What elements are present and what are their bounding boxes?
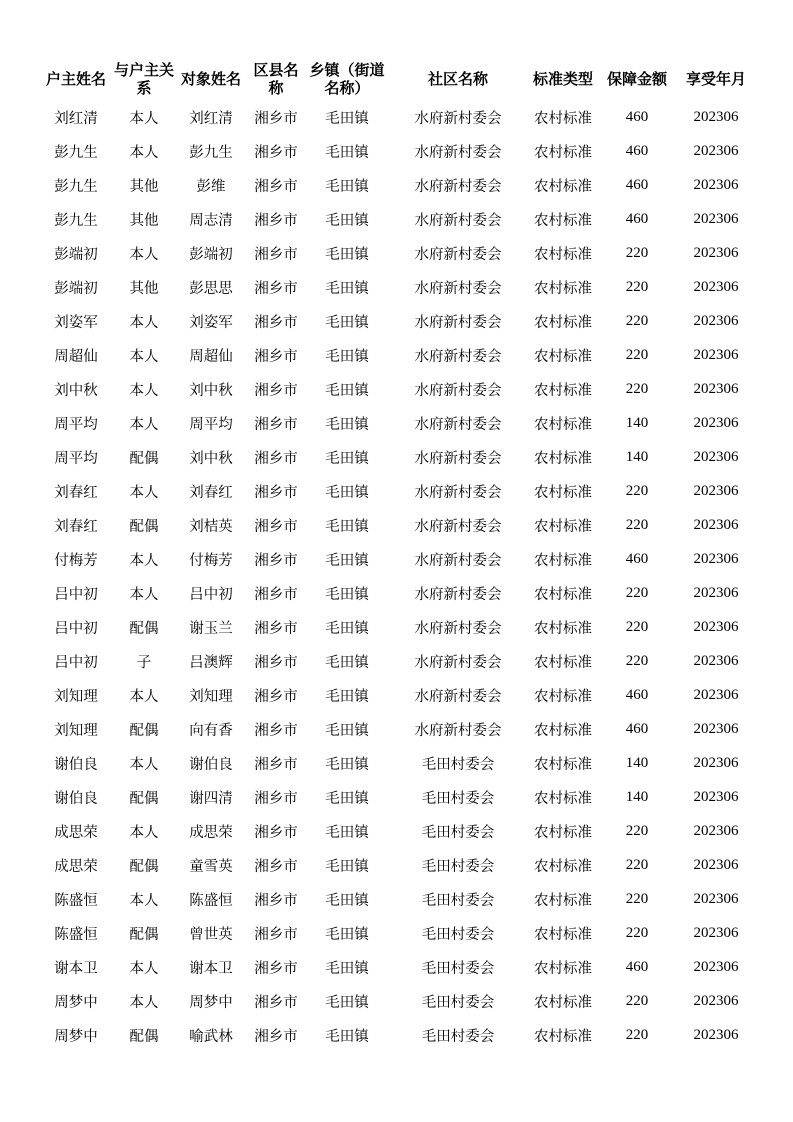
standard-type-cell: 农村标准 [534, 722, 592, 739]
standard-type-cell: 农村标准 [534, 110, 592, 127]
township-cell: 毛田镇 [325, 722, 369, 739]
township-cell: 毛田镇 [325, 212, 369, 229]
year-month-cell: 202306 [693, 244, 739, 261]
recipient-name-cell: 刘姿军 [189, 314, 233, 331]
township-cell: 毛田镇 [325, 654, 369, 671]
community-cell: 毛田村委会 [421, 960, 495, 977]
standard-type-cell: 农村标准 [534, 756, 592, 773]
col-header-community: 社区名称 [427, 70, 488, 88]
standard-type-cell: 农村标准 [534, 824, 592, 841]
recipient-name-cell: 周超仙 [189, 348, 233, 365]
township-cell: 毛田镇 [325, 1028, 369, 1045]
standard-type-cell: 农村标准 [534, 994, 592, 1011]
recipient-name-cell: 谢本卫 [189, 960, 233, 977]
recipient-name-cell: 谢伯良 [189, 756, 233, 773]
standard-type-cell: 农村标准 [534, 450, 592, 467]
community-cell: 水府新村委会 [414, 416, 502, 433]
amount-cell: 220 [625, 482, 649, 499]
standard-type-cell: 农村标准 [534, 688, 592, 705]
community-cell: 水府新村委会 [414, 246, 502, 263]
relation-cell: 本人 [129, 246, 159, 263]
township-cell: 毛田镇 [325, 824, 369, 841]
amount-cell: 220 [625, 380, 649, 397]
township-cell: 毛田镇 [325, 144, 369, 161]
community-cell: 水府新村委会 [414, 348, 502, 365]
county-cell: 湘乡市 [254, 620, 298, 637]
community-cell: 水府新村委会 [414, 688, 502, 705]
township-cell: 毛田镇 [325, 450, 369, 467]
relation-cell: 配偶 [129, 620, 159, 637]
amount-cell: 220 [625, 652, 649, 669]
relation-cell: 配偶 [129, 450, 159, 467]
household-head-cell: 陈盛恒 [54, 892, 98, 909]
county-cell: 湘乡市 [254, 450, 298, 467]
county-cell: 湘乡市 [254, 994, 298, 1011]
table-row [38, 678, 758, 712]
household-head-cell: 刘中秋 [54, 382, 98, 399]
household-head-cell: 吕中初 [54, 586, 98, 603]
relation-cell: 配偶 [129, 790, 159, 807]
amount-cell: 220 [625, 1026, 649, 1043]
amount-cell: 220 [625, 278, 649, 295]
recipient-name-cell: 曾世英 [189, 926, 233, 943]
county-cell: 湘乡市 [254, 1028, 298, 1045]
standard-type-cell: 农村标准 [534, 654, 592, 671]
table-row [38, 134, 758, 168]
household-head-cell: 吕中初 [54, 654, 98, 671]
amount-cell: 220 [625, 244, 649, 261]
county-cell: 湘乡市 [254, 586, 298, 603]
standard-type-cell: 农村标准 [534, 280, 592, 297]
table-row [38, 542, 758, 576]
standard-type-cell: 农村标准 [534, 348, 592, 365]
community-cell: 毛田村委会 [421, 790, 495, 807]
household-head-cell: 彭九生 [54, 178, 98, 195]
household-head-cell: 成思荣 [54, 824, 98, 841]
household-head-cell: 刘红清 [54, 110, 98, 127]
county-cell: 湘乡市 [254, 858, 298, 875]
relation-cell: 子 [136, 654, 152, 671]
household-head-cell: 刘姿军 [54, 314, 98, 331]
township-cell: 毛田镇 [325, 382, 369, 399]
year-month-cell: 202306 [693, 618, 739, 635]
table-row [38, 644, 758, 678]
township-cell: 毛田镇 [325, 960, 369, 977]
household-head-cell: 周平均 [54, 416, 98, 433]
col-header-relation: 与户主关系 [114, 61, 175, 97]
amount-cell: 460 [625, 142, 649, 159]
amount-cell: 220 [625, 346, 649, 363]
amount-cell: 460 [625, 550, 649, 567]
table-row [38, 338, 758, 372]
county-cell: 湘乡市 [254, 484, 298, 501]
county-cell: 湘乡市 [254, 144, 298, 161]
year-month-cell: 202306 [693, 448, 739, 465]
household-head-cell: 刘知理 [54, 722, 98, 739]
household-head-cell: 彭端初 [54, 246, 98, 263]
household-head-cell: 刘春红 [54, 484, 98, 501]
county-cell: 湘乡市 [254, 824, 298, 841]
year-month-cell: 202306 [693, 754, 739, 771]
recipient-name-cell: 喻武林 [189, 1028, 233, 1045]
year-month-cell: 202306 [693, 652, 739, 669]
county-cell: 湘乡市 [254, 178, 298, 195]
community-cell: 水府新村委会 [414, 382, 502, 399]
county-cell: 湘乡市 [254, 960, 298, 977]
county-cell: 湘乡市 [254, 110, 298, 127]
household-head-cell: 吕中初 [54, 620, 98, 637]
table-row [38, 984, 758, 1018]
relation-cell: 其他 [129, 280, 159, 297]
recipient-name-cell: 童雪英 [189, 858, 233, 875]
relation-cell: 本人 [129, 824, 159, 841]
amount-cell: 220 [625, 856, 649, 873]
relation-cell: 配偶 [129, 858, 159, 875]
relation-cell: 本人 [129, 110, 159, 127]
community-cell: 毛田村委会 [421, 858, 495, 875]
county-cell: 湘乡市 [254, 722, 298, 739]
year-month-cell: 202306 [693, 992, 739, 1009]
community-cell: 水府新村委会 [414, 314, 502, 331]
community-cell: 水府新村委会 [414, 552, 502, 569]
year-month-cell: 202306 [693, 108, 739, 125]
year-month-cell: 202306 [693, 856, 739, 873]
community-cell: 毛田村委会 [421, 892, 495, 909]
table-row [38, 406, 758, 440]
amount-cell: 460 [625, 108, 649, 125]
relation-cell: 本人 [129, 314, 159, 331]
county-cell: 湘乡市 [254, 246, 298, 263]
county-cell: 湘乡市 [254, 926, 298, 943]
relation-cell: 本人 [129, 756, 159, 773]
amount-cell: 140 [625, 788, 649, 805]
community-cell: 毛田村委会 [421, 824, 495, 841]
year-month-cell: 202306 [693, 516, 739, 533]
amount-cell: 460 [625, 176, 649, 193]
household-head-cell: 谢伯良 [54, 756, 98, 773]
table-row [38, 712, 758, 746]
amount-cell: 140 [625, 414, 649, 431]
standard-type-cell: 农村标准 [534, 858, 592, 875]
year-month-cell: 202306 [693, 924, 739, 941]
recipient-name-cell: 刘知理 [189, 688, 233, 705]
year-month-cell: 202306 [693, 346, 739, 363]
table-row [38, 746, 758, 780]
standard-type-cell: 农村标准 [534, 892, 592, 909]
county-cell: 湘乡市 [254, 756, 298, 773]
recipient-name-cell: 彭思思 [189, 280, 233, 297]
recipient-name-cell: 刘桔英 [189, 518, 233, 535]
household-head-cell: 周超仙 [54, 348, 98, 365]
community-cell: 水府新村委会 [414, 110, 502, 127]
relation-cell: 本人 [129, 688, 159, 705]
recipient-name-cell: 刘春红 [189, 484, 233, 501]
township-cell: 毛田镇 [325, 246, 369, 263]
recipient-name-cell: 吕澳辉 [189, 654, 233, 671]
township-cell: 毛田镇 [325, 552, 369, 569]
standard-type-cell: 农村标准 [534, 586, 592, 603]
table-row [38, 882, 758, 916]
year-month-cell: 202306 [693, 312, 739, 329]
table-row [38, 848, 758, 882]
year-month-cell: 202306 [693, 210, 739, 227]
recipient-name-cell: 刘红清 [189, 110, 233, 127]
col-header-county: 区县名称 [253, 61, 299, 97]
table-row [38, 916, 758, 950]
township-cell: 毛田镇 [325, 178, 369, 195]
county-cell: 湘乡市 [254, 416, 298, 433]
community-cell: 水府新村委会 [414, 518, 502, 535]
township-cell: 毛田镇 [325, 790, 369, 807]
standard-type-cell: 农村标准 [534, 382, 592, 399]
recipient-name-cell: 付梅芳 [189, 552, 233, 569]
community-cell: 水府新村委会 [414, 620, 502, 637]
table-row [38, 610, 758, 644]
community-cell: 毛田村委会 [421, 1028, 495, 1045]
amount-cell: 220 [625, 924, 649, 941]
recipient-name-cell: 周平均 [189, 416, 233, 433]
year-month-cell: 202306 [693, 550, 739, 567]
amount-cell: 220 [625, 312, 649, 329]
standard-type-cell: 农村标准 [534, 212, 592, 229]
amount-cell: 460 [625, 686, 649, 703]
township-cell: 毛田镇 [325, 756, 369, 773]
relation-cell: 本人 [129, 382, 159, 399]
amount-cell: 460 [625, 720, 649, 737]
year-month-cell: 202306 [693, 958, 739, 975]
year-month-cell: 202306 [693, 822, 739, 839]
recipient-name-cell: 陈盛恒 [189, 892, 233, 909]
year-month-cell: 202306 [693, 788, 739, 805]
relation-cell: 其他 [129, 178, 159, 195]
household-head-cell: 刘春红 [54, 518, 98, 535]
township-cell: 毛田镇 [325, 484, 369, 501]
table-row [38, 236, 758, 270]
recipient-name-cell: 刘中秋 [189, 382, 233, 399]
table-row [38, 372, 758, 406]
col-header-year-month: 享受年月 [685, 70, 746, 88]
community-cell: 水府新村委会 [414, 484, 502, 501]
household-head-cell: 谢本卫 [54, 960, 98, 977]
relation-cell: 配偶 [129, 926, 159, 943]
standard-type-cell: 农村标准 [534, 484, 592, 501]
standard-type-cell: 农村标准 [534, 620, 592, 637]
table-row [38, 508, 758, 542]
township-cell: 毛田镇 [325, 110, 369, 127]
relation-cell: 本人 [129, 960, 159, 977]
amount-cell: 220 [625, 516, 649, 533]
amount-cell: 140 [625, 448, 649, 465]
community-cell: 水府新村委会 [414, 212, 502, 229]
recipient-name-cell: 吕中初 [189, 586, 233, 603]
benefit-roster-table [38, 58, 758, 1052]
recipient-name-cell: 周志清 [189, 212, 233, 229]
col-header-household-head: 户主姓名 [45, 70, 106, 88]
table-row [38, 1018, 758, 1052]
standard-type-cell: 农村标准 [534, 926, 592, 943]
relation-cell: 本人 [129, 892, 159, 909]
table-row [38, 950, 758, 984]
recipient-name-cell: 谢玉兰 [189, 620, 233, 637]
household-head-cell: 刘知理 [54, 688, 98, 705]
recipient-name-cell: 成思荣 [189, 824, 233, 841]
household-head-cell: 周梦中 [54, 994, 98, 1011]
table-row [38, 780, 758, 814]
county-cell: 湘乡市 [254, 314, 298, 331]
col-header-recipient-name: 对象姓名 [180, 70, 241, 88]
community-cell: 水府新村委会 [414, 722, 502, 739]
amount-cell: 460 [625, 210, 649, 227]
household-head-cell: 彭九生 [54, 144, 98, 161]
standard-type-cell: 农村标准 [534, 960, 592, 977]
township-cell: 毛田镇 [325, 858, 369, 875]
standard-type-cell: 农村标准 [534, 518, 592, 535]
township-cell: 毛田镇 [325, 892, 369, 909]
table-body [38, 100, 758, 1052]
household-head-cell: 彭端初 [54, 280, 98, 297]
community-cell: 水府新村委会 [414, 178, 502, 195]
household-head-cell: 陈盛恒 [54, 926, 98, 943]
county-cell: 湘乡市 [254, 348, 298, 365]
community-cell: 毛田村委会 [421, 926, 495, 943]
county-cell: 湘乡市 [254, 790, 298, 807]
standard-type-cell: 农村标准 [534, 1028, 592, 1045]
year-month-cell: 202306 [693, 482, 739, 499]
township-cell: 毛田镇 [325, 314, 369, 331]
county-cell: 湘乡市 [254, 382, 298, 399]
township-cell: 毛田镇 [325, 926, 369, 943]
standard-type-cell: 农村标准 [534, 790, 592, 807]
standard-type-cell: 农村标准 [534, 178, 592, 195]
community-cell: 水府新村委会 [414, 654, 502, 671]
standard-type-cell: 农村标准 [534, 246, 592, 263]
relation-cell: 本人 [129, 552, 159, 569]
col-header-township: 乡镇（街道名称） [309, 61, 385, 97]
relation-cell: 本人 [129, 484, 159, 501]
community-cell: 水府新村委会 [414, 280, 502, 297]
table-row [38, 270, 758, 304]
county-cell: 湘乡市 [254, 212, 298, 229]
county-cell: 湘乡市 [254, 518, 298, 535]
recipient-name-cell: 向有香 [189, 722, 233, 739]
community-cell: 毛田村委会 [421, 994, 495, 1011]
amount-cell: 220 [625, 890, 649, 907]
household-head-cell: 谢伯良 [54, 790, 98, 807]
recipient-name-cell: 刘中秋 [189, 450, 233, 467]
table-row [38, 168, 758, 202]
household-head-cell: 彭九生 [54, 212, 98, 229]
township-cell: 毛田镇 [325, 688, 369, 705]
recipient-name-cell: 彭维 [196, 178, 226, 195]
county-cell: 湘乡市 [254, 688, 298, 705]
township-cell: 毛田镇 [325, 348, 369, 365]
relation-cell: 本人 [129, 994, 159, 1011]
household-head-cell: 成思荣 [54, 858, 98, 875]
table-row [38, 304, 758, 338]
amount-cell: 220 [625, 992, 649, 1009]
year-month-cell: 202306 [693, 414, 739, 431]
relation-cell: 本人 [129, 586, 159, 603]
table-row [38, 440, 758, 474]
col-header-standard-type: 标准类型 [532, 70, 593, 88]
table-row [38, 474, 758, 508]
year-month-cell: 202306 [693, 380, 739, 397]
township-cell: 毛田镇 [325, 586, 369, 603]
household-head-cell: 周平均 [54, 450, 98, 467]
county-cell: 湘乡市 [254, 280, 298, 297]
recipient-name-cell: 彭九生 [189, 144, 233, 161]
year-month-cell: 202306 [693, 142, 739, 159]
standard-type-cell: 农村标准 [534, 314, 592, 331]
col-header-amount: 保障金额 [606, 70, 667, 88]
table-row [38, 202, 758, 236]
amount-cell: 140 [625, 754, 649, 771]
township-cell: 毛田镇 [325, 416, 369, 433]
township-cell: 毛田镇 [325, 620, 369, 637]
township-cell: 毛田镇 [325, 518, 369, 535]
relation-cell: 本人 [129, 348, 159, 365]
community-cell: 水府新村委会 [414, 450, 502, 467]
community-cell: 水府新村委会 [414, 144, 502, 161]
relation-cell: 配偶 [129, 1028, 159, 1045]
township-cell: 毛田镇 [325, 280, 369, 297]
year-month-cell: 202306 [693, 278, 739, 295]
amount-cell: 220 [625, 618, 649, 635]
amount-cell: 220 [625, 822, 649, 839]
county-cell: 湘乡市 [254, 654, 298, 671]
relation-cell: 其他 [129, 212, 159, 229]
amount-cell: 460 [625, 958, 649, 975]
relation-cell: 配偶 [129, 722, 159, 739]
recipient-name-cell: 周梦中 [189, 994, 233, 1011]
year-month-cell: 202306 [693, 176, 739, 193]
community-cell: 水府新村委会 [414, 586, 502, 603]
standard-type-cell: 农村标准 [534, 144, 592, 161]
household-head-cell: 周梦中 [54, 1028, 98, 1045]
year-month-cell: 202306 [693, 686, 739, 703]
year-month-cell: 202306 [693, 890, 739, 907]
table-header-row [38, 58, 758, 100]
standard-type-cell: 农村标准 [534, 416, 592, 433]
table-row [38, 100, 758, 134]
standard-type-cell: 农村标准 [534, 552, 592, 569]
relation-cell: 配偶 [129, 518, 159, 535]
community-cell: 毛田村委会 [421, 756, 495, 773]
relation-cell: 本人 [129, 144, 159, 161]
amount-cell: 220 [625, 584, 649, 601]
year-month-cell: 202306 [693, 584, 739, 601]
county-cell: 湘乡市 [254, 552, 298, 569]
year-month-cell: 202306 [693, 720, 739, 737]
household-head-cell: 付梅芳 [54, 552, 98, 569]
table-row [38, 576, 758, 610]
recipient-name-cell: 谢四清 [189, 790, 233, 807]
relation-cell: 本人 [129, 416, 159, 433]
recipient-name-cell: 彭端初 [189, 246, 233, 263]
table-row [38, 814, 758, 848]
year-month-cell: 202306 [693, 1026, 739, 1043]
county-cell: 湘乡市 [254, 892, 298, 909]
township-cell: 毛田镇 [325, 994, 369, 1011]
